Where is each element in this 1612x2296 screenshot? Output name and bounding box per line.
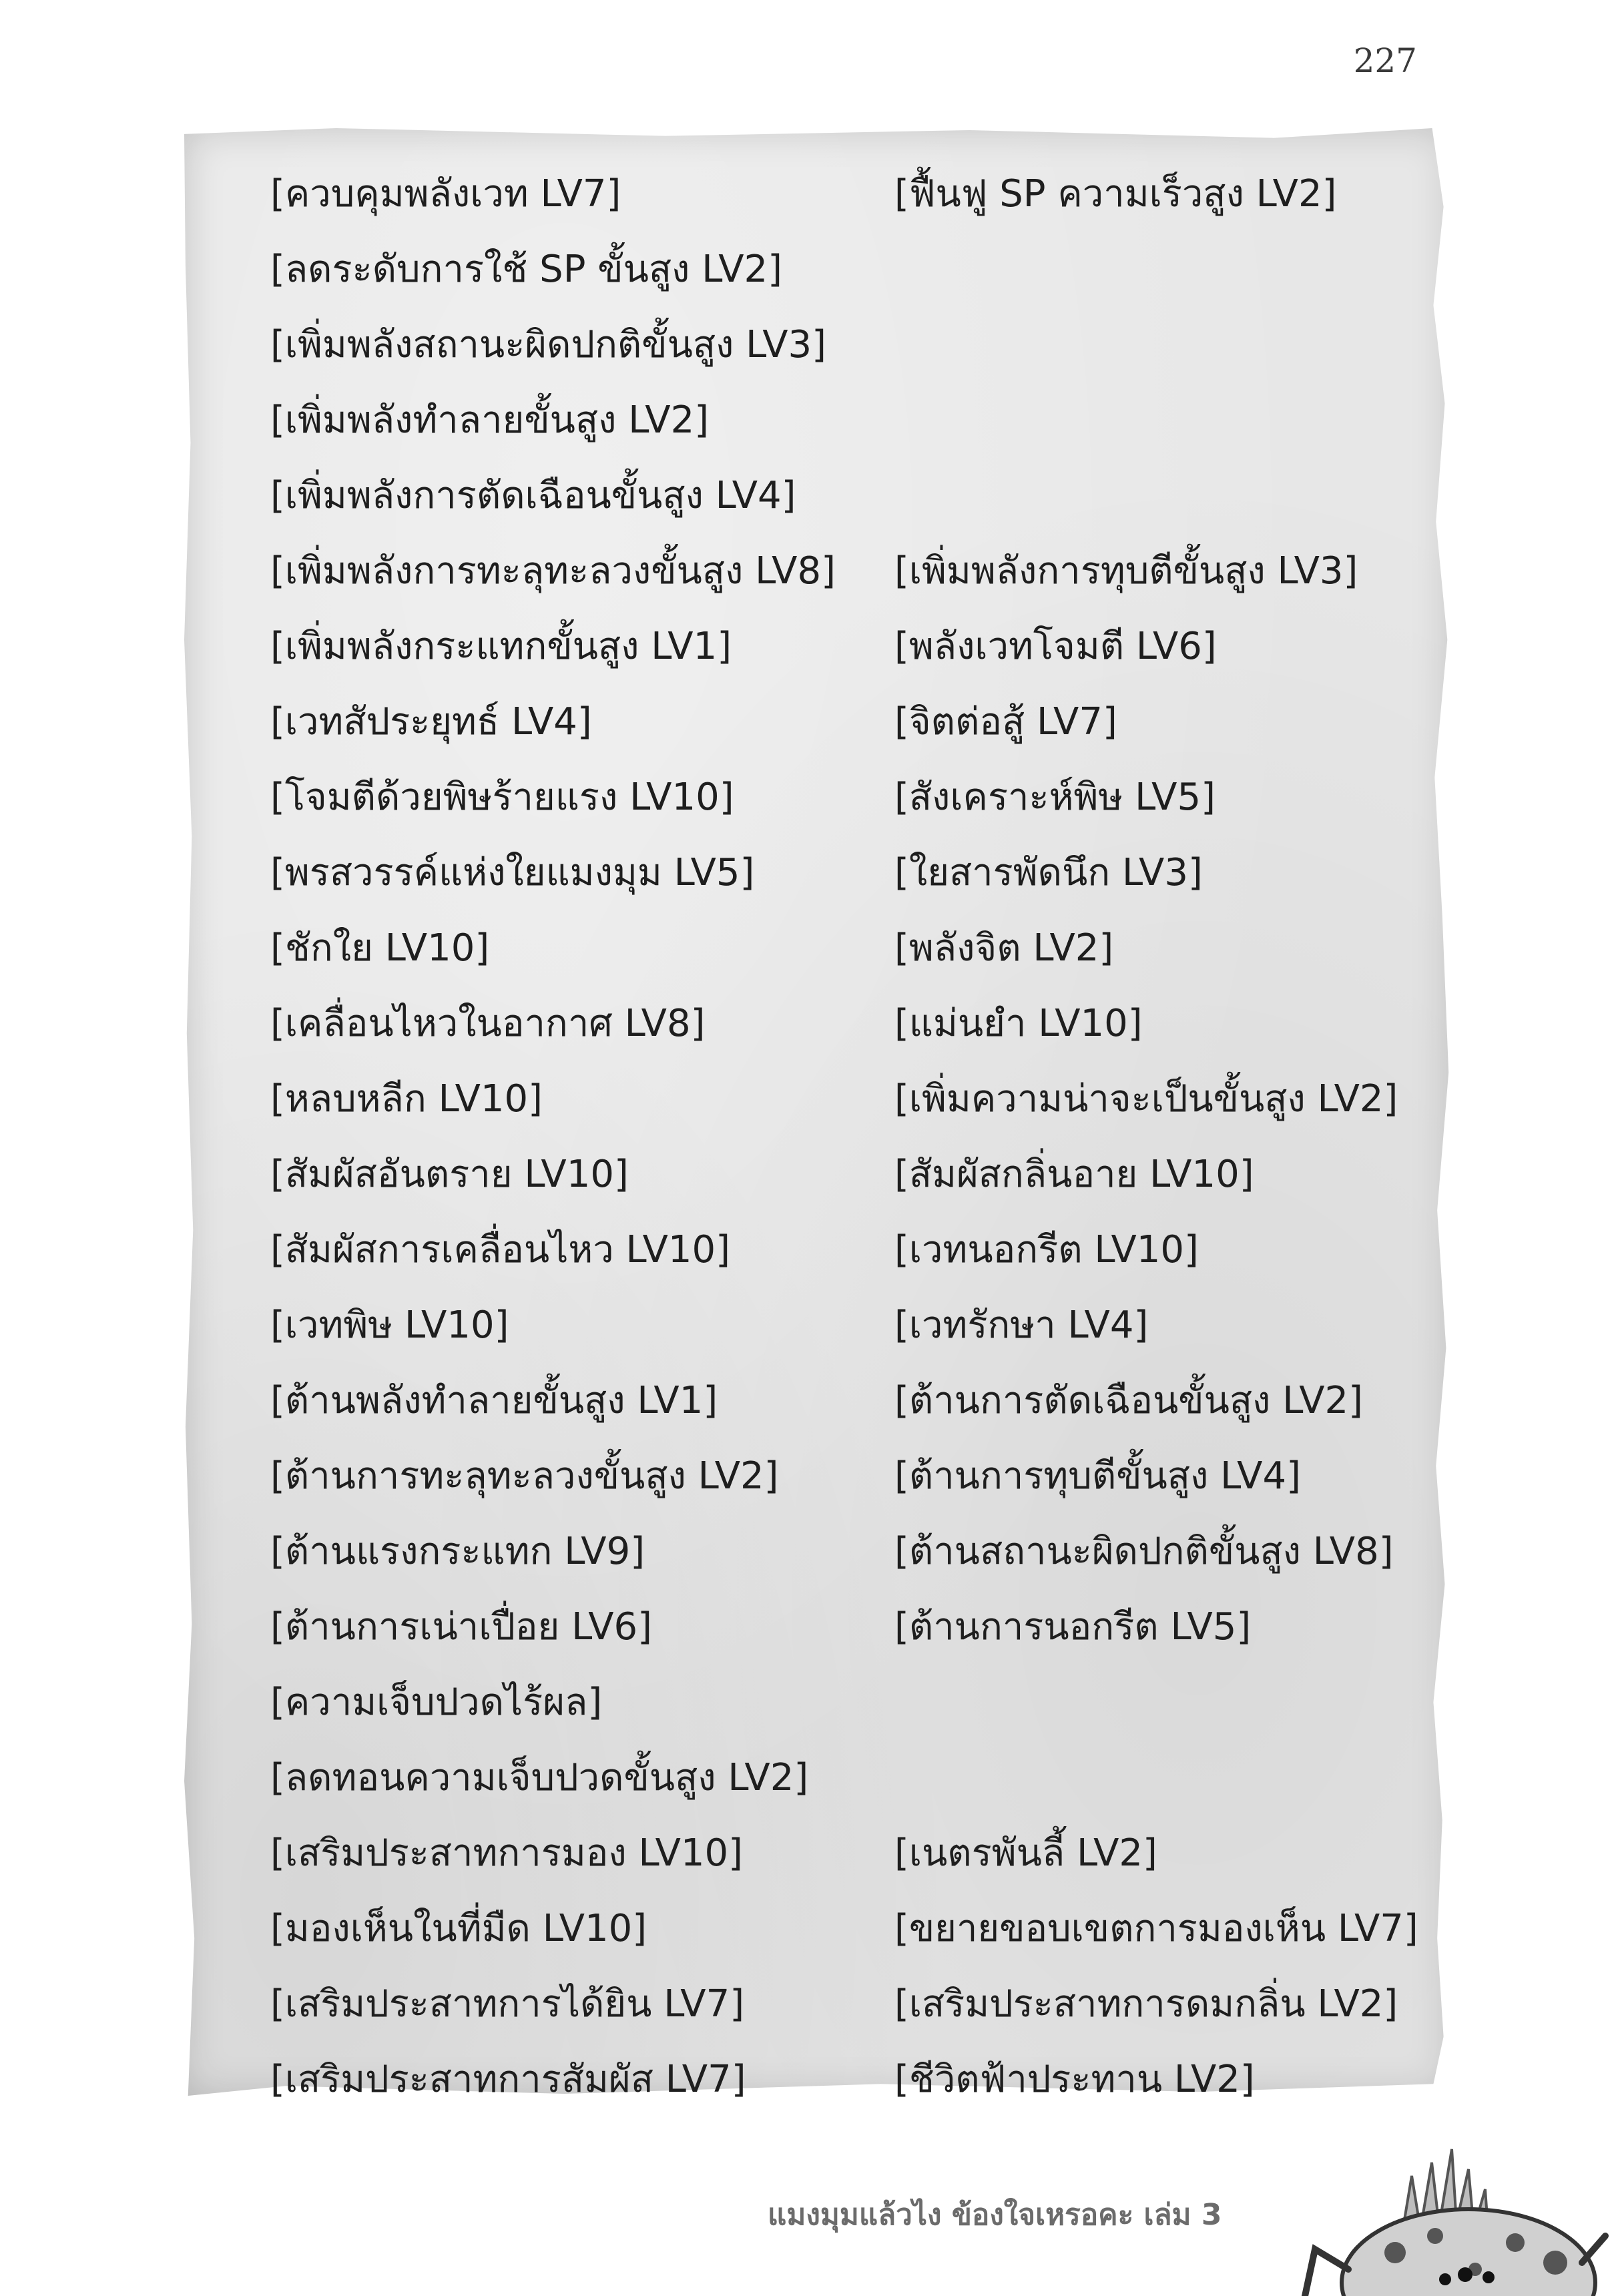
skill-item: [ต้านการนอกรีต LV5] bbox=[894, 1605, 1252, 1649]
skill-item: [เพิ่มพลังการทะลุทะลวงขั้นสูง LV8] bbox=[270, 549, 836, 593]
skill-item: [ลดระดับการใช้ SP ขั้นสูง LV2] bbox=[270, 248, 783, 291]
skill-item: [ชักใย LV10] bbox=[270, 926, 490, 970]
skill-item: [เสริมประสาทการสัมผัส LV7] bbox=[270, 2058, 746, 2101]
skill-item: [เสริมประสาทการมอง LV10] bbox=[270, 1831, 743, 1875]
skill-item: [ความเจ็บปวดไร้ผล] bbox=[270, 1681, 603, 1724]
skill-item: [สัมผัสอันตราย LV10] bbox=[270, 1153, 629, 1196]
skill-item bbox=[894, 307, 1418, 382]
skill-item: [ต้านสถานะผิดปกติขั้นสูง LV8] bbox=[894, 1530, 1394, 1573]
skill-list bbox=[270, 156, 1418, 2117]
spider-mascot-illustration bbox=[1302, 2136, 1612, 2296]
skill-item: [ควบคุมพลังเวท LV7] bbox=[270, 172, 621, 216]
skill-item: [หลบหลีก LV10] bbox=[270, 1077, 543, 1121]
skill-item: [เพิ่มพลังสถานะผิดปกติขั้นสูง LV3] bbox=[270, 323, 826, 366]
skill-item: [ใยสารพัดนึก LV3] bbox=[894, 851, 1203, 894]
skill-item: [เวทรักษา LV4] bbox=[894, 1304, 1149, 1347]
skill-item: [แม่นยำ LV10] bbox=[894, 1002, 1143, 1045]
spider-leg bbox=[1582, 2236, 1605, 2263]
skill-item: [เพิ่มพลังทำลายขั้นสูง LV2] bbox=[270, 398, 710, 442]
skill-item: [เวทสัประยุทธ์ LV4] bbox=[270, 700, 592, 744]
skill-item: [พลังเวทโจมตี LV6] bbox=[894, 625, 1217, 668]
skill-item: [เนตรพันลี้ LV2] bbox=[894, 1831, 1157, 1875]
skill-item: [เพิ่มพลังการตัดเฉือนขั้นสูง LV4] bbox=[270, 474, 796, 517]
skill-item: [ฟื้นฟู SP ความเร็วสูง LV2] bbox=[894, 172, 1337, 216]
skill-item: [ต้านแรงกระแทก LV9] bbox=[270, 1530, 645, 1573]
skill-item: [สัมผัสการเคลื่อนไหว LV10] bbox=[270, 1228, 730, 1271]
skill-item: [โจมตีด้วยพิษร้ายแรง LV10] bbox=[270, 776, 734, 819]
skill-item: [ต้านการทะลุทะลวงขั้นสูง LV2] bbox=[270, 1454, 779, 1498]
skill-item bbox=[894, 382, 1418, 458]
skill-item: [พรสวรรค์แห่งใยแมงมุม LV5] bbox=[270, 851, 755, 894]
skill-item: [ต้านการทุบตีขั้นสูง LV4] bbox=[894, 1454, 1301, 1498]
skill-item: [สังเคราะห์พิษ LV5] bbox=[894, 776, 1216, 819]
skill-item: [เพิ่มความน่าจะเป็นขั้นสูง LV2] bbox=[894, 1077, 1398, 1121]
skill-item: [ขยายขอบเขตการมองเห็น LV7] bbox=[894, 1907, 1418, 1950]
skill-item: [ชีวิตฟ้าประทาน LV2] bbox=[894, 2058, 1255, 2101]
skill-item: [เพิ่มพลังการทุบตีขั้นสูง LV3] bbox=[894, 549, 1358, 593]
skill-item: [เวทนอกรีต LV10] bbox=[894, 1228, 1199, 1271]
skill-item: [พลังจิต LV2] bbox=[894, 926, 1114, 970]
skill-item: [เวทพิษ LV10] bbox=[270, 1304, 509, 1347]
skill-item: [ลดทอนความเจ็บปวดขั้นสูง LV2] bbox=[270, 1756, 809, 1799]
skill-item: [เสริมประสาทการดมกลิ่น LV2] bbox=[894, 1982, 1398, 2026]
skill-item: [เสริมประสาทการได้ยิน LV7] bbox=[270, 1982, 745, 2026]
skill-item: [จิตต่อสู้ LV7] bbox=[894, 700, 1117, 744]
skill-item: [มองเห็นในที่มืด LV10] bbox=[270, 1907, 647, 1950]
skill-item: [ต้านการตัดเฉือนขั้นสูง LV2] bbox=[894, 1379, 1364, 1422]
skill-item: [เคลื่อนไหวในอากาศ LV8] bbox=[270, 1002, 706, 1045]
skill-item: [ต้านพลังทำลายขั้นสูง LV1] bbox=[270, 1379, 718, 1422]
skill-item bbox=[894, 232, 1418, 307]
skill-item: [สัมผัสกลิ่นอาย LV10] bbox=[894, 1153, 1254, 1196]
skill-item: [เพิ่มพลังกระแทกขั้นสูง LV1] bbox=[270, 625, 732, 668]
book-title-footer: แมงมุมแล้วไง ข้องใจเหรอคะ เล่ม 3 bbox=[768, 2198, 1222, 2232]
skill-item bbox=[894, 1665, 1418, 1740]
skill-item: [ต้านการเน่าเปื่อย LV6] bbox=[270, 1605, 653, 1649]
page-number: 227 bbox=[1353, 41, 1417, 80]
skill-item bbox=[894, 458, 1418, 533]
skill-item bbox=[894, 1740, 1418, 1815]
